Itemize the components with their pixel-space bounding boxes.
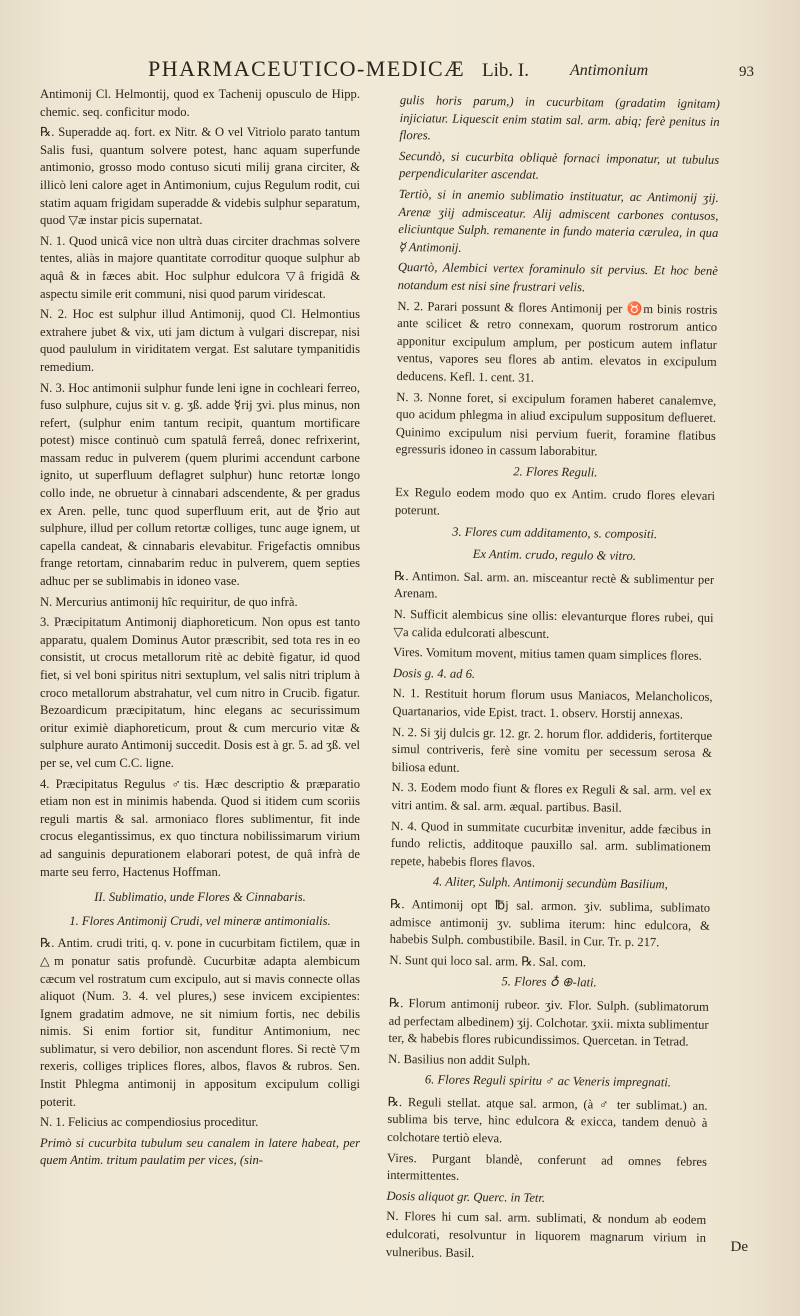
catchword: De [730,1239,748,1255]
paragraph: N. 1. Felicius ac compendiosius proceditur. [40,1115,259,1130]
paragraph: gulis horis parum,) in cucurbitam (gradatim ignitam) injiciatur. Liquescit enim statim sal. arm. abiq; ferè penitus in flores. [399,92,720,143]
paragraph: Primò si cucurbita tubulum seu canalem in latere habeat, per quem Antim. tritum paulatim per vices, (sin- [40,1135,360,1168]
paragraph: N. 2. Hoc est sulphur illud Antimonij, quod Cl. Helmontius extrahere jubet & vix, uti jam dictum à vulgari discrepar, nisi quod paululum in viriditatem vergat. Est salutare tympanitidis remedium. [40,307,360,374]
paragraph: N. Basilius non addit Sulph. [388,1051,531,1068]
paragraph: N. Sufficit alembicus sine ollis: elevanturque flores rubei, qui ▽a calida edulcorati albescunt. [393,606,714,641]
paragraph: ℞. Antimonij opt ℔j sal. armon. ʒiv. sublima, sublimato admisce antimonij ʒv. sublima iterum: hinc edulcora, & habebis Sulph. combustibile. Basil. in Cur. Tr. p. 217. [389,896,711,950]
section-heading: 6. Flores Reguli spiritu ♂ ac Veneris impregnati. [424,1072,672,1090]
running-title: PHARMACEUTICO-MEDICÆ [148,56,466,81]
paragraph: Dosis aliquot gr. Querc. in Tetr. [386,1188,546,1205]
right-column [386,92,720,1268]
paragraph: Ex Regulo eodem modo quo ex Antim. crudo flores elevari poterunt. [394,485,716,518]
section-heading: 4. Aliter, Sulph. Antimonij secundùm Basilium, [432,874,668,892]
paragraph: N. 2. Si ʒij dulcis gr. 12. gr. 2. horum flor. addideris, fortiterque simul contriveris, ferè sine vomitu per secessum serosa & biliosa edunt. [391,724,713,775]
section-heading: 3. Flores cum additamento, s. compositi. [452,524,658,541]
paragraph: N. 4. Quod in summitate cucurbitæ invenitur, adde fæcibus in fundo relictis, additoque pauxillo sal. arm. sublimationem repete, habebis flores flavos. [390,818,712,870]
paragraph: Secundò, si cucurbita obliquè fornaci imponatur, ut tubulus perpendiculariter ascendat. [398,148,720,183]
section-heading: 5. Flores ♁ ⊕-lati. [501,974,597,990]
section-heading: Ex Antim. crudo, regulo & vitro. [472,547,637,564]
section-topic: Antimonium [570,62,649,79]
paragraph: Tertiò, si in anemio sublimatio instituatur, ac Antimonij ʒij. Arenæ ʒiij admisceatur. Alij admiscent carbones contusos, eliciuntque Sulph. remanente in fundo materia cærulea, in qua ☿ Antimonij. [398,186,719,255]
paragraph: N. 2. Parari possunt & flores Antimonij per ♉m binis rostris ante scilicet & retro connexam, quorum rostrorum antico apponitur excipulum amplum, per posticum autem inflatur ventus, vapores seu flores ab antim. elevatos in excipulum deducens. Kefl. 1. cent. 31. [396,298,718,385]
book-number: Lib. I. [482,60,529,81]
paragraph: Antimonij Cl. Helmontij, quod ex Tachenij opusculo de Hipp. chemic. seq. conficitur modo. [40,87,360,119]
page-number: 93 [739,64,754,80]
paragraph: N. Flores hi cum sal. arm. sublimati, & nondum ab eodem edulcorati, resolvuntur in liquorem magnarum virium in vulneribus. Basil. [385,1209,707,1260]
section-heading: II. Sublimatio, unde Flores & Cinnabaris. [94,890,306,905]
paragraph: N. 3. Hoc antimonii sulphur funde leni igne in cochleari ferreo, fuso sulphure, cujus sit v. g. ʒß. adde ☿rij ʒvi. plus minus, non refert, (sulphur enim tantum recipit, quantum mortificare potest) misce continuò cum spatulâ ferreâ, donec refrixerint, massam reduc in pulverem (quem plurimi accendunt carbone ignito, ut superfluum deflagret sulphur) hunc retortæ longo collo inde, ne obruetur à cinnabari adscendente, & per gradus ex Aren. pelle, tunc quod superfluum erit, aut de ☿rio aut sulphure, illud per collum retortæ colliges, tunc auge ignem, ut capella candeat, & cinnabaris elevabitur. Frigefactis omnibus frange retortam, cinnabarim reduc in pulverem, quem septies adhuc per se sublimabis in idoneo vase. [40,380,360,589]
paragraph: 3. Præcipitatum Antimonij diaphoreticum. Non opus est tanto apparatu, qualem Dominus Autor præscribit, sed tota res in eo consistit, ut crocus metallorum ritè ac debitè figatur, id quod fiet, si vel boni spiritus nitri sextuplum, vel salis nitri triplum à croco metallorum abstrahatur, vel cum nitro in Crucib. figatur. Bezoardicum præcipitatum, hinc elegans ac securissimum oritur eximiè diaphoreticum, prout & cum mercurio vitæ & sulphure aurato Antimonij succedit. Dosis est à gr. 5. ad ʒß. vel per se, vel cum C.C. ligne. [40,615,360,770]
paragraph: Vires. Purgant blandè, conferunt ad omnes febres intermittentes. [386,1150,708,1184]
section-heading: 2. Flores Reguli. [513,464,598,480]
running-header [40,56,760,86]
paragraph: ℞. Superadde aq. fort. ex Nitr. & O vel Vitriolo parato tantum Salis fusi, quantum solvere potest, hanc aquam superfunde antimonio, grosso modo contuso sicuti milij grana circiter, & illicò leni calore aget in Antimonium, cujus Regulum rodit, cui statim aquam frigidam superadde & videbis sulphur separatum, quod ▽æ instar picis supernatat. [40,125,360,228]
paragraph: Vires. Vomitum movent, mitius tamen quam simplices flores. [393,645,702,663]
paragraph: ℞. Antim. crudi triti, q. v. pone in cucurbitam fictilem, quæ in △m ponatur satis profundè. Cucurbitæ adapta alembicum cæcum vel rostratum cum excipulo, aut si mavis connecte ollas aliquot (Num. 3. 4. vel plures,) sese invicem excipientes: Ignem gradatim admove, ne sit nimium fortis, nec debilis nimis. Si enim fortior sit, funditur Antimonium, nec sublimatur, si vero debilior, non ascendunt flores. Si rectè ▽m rexeris, colliges triplices flores, albos, flavos & rubros. Sen. Instit Phlegma antimonij in appositum excipulum colligi poterit. [40,936,360,1109]
paragraph: ℞. Reguli stellat. atque sal. armon, (à ♂ ter sublimat.) an. sublima bis terve, hinc edulcora & exicca, tandem denuò à colchotare tertiò eleva. [387,1094,708,1146]
paragraph: N. 1. Restituit horum florum usus Maniacos, Melancholicos, Quartanarios, vide Epist. tract. 1. observ. Horstij annexas. [392,686,713,722]
paragraph: 4. Præcipitatus Regulus ♂tis. Hæc descriptio & præparatio etiam non est in minimis habenda. Quod si itidem cum scoriis reguli martis & sal. armoniaco flores sublimentur, fit inde crocus elegantissimus, ex quo tinctura nobilissimarum virium ad sanguinis depurationem elaborari potest, de quâ infrà de marte seu ferro, Hactenus Hoffman. [40,776,360,879]
paragraph: ℞. Antimon. Sal. arm. an. misceantur rectè & sublimentur per Arenam. [393,568,715,601]
left-column [40,86,360,1173]
paragraph: N. Mercurius antimonij hîc requiritur, de quo infrà. [40,594,298,609]
paragraph: N. Sunt qui loco sal. arm. ℞. Sal. com. [389,952,587,970]
section-heading: 1. Flores Antimonij Crudi, vel mineræ antimonialis. [69,913,331,928]
paragraph: N. 3. Eodem modo fiunt & flores ex Reguli & sal. arm. vel ex vitri antim. & sal. arm. æqual. partibus. Basil. [391,780,712,815]
paragraph: Dosis g. 4. ad 6. [392,665,476,681]
paragraph: N. 3. Nonne foret, si excipulum foramen haberet canalemve, quo acidum phlegma in aliud excipulum suppositum deflueret. Quinimo excipulum nisi pervium fuerit, foramine flatibus egressuris idoneo in cassum laborabitur. [395,389,717,459]
paragraph: N. 1. Quod unicâ vice non ultrà duas circiter drachmas solvere tentes, aliàs in majore quantitate corroditur quoque sulphur ab aquâ & in fæces abit. Hoc sulphur edulcora ▽â frigidâ & aspectu simile erit communi, nisi quod parum viridescat. [40,233,360,301]
paragraph: Quartò, Alembici vertex foraminulo sit pervius. Et hoc benè notandum est nisi sine frustrari velis. [397,260,718,295]
paragraph: ℞. Florum antimonij rubeor. ʒiv. Flor. Sulph. (sublimatorum ad perfectam albedinem) ʒij. Colchotar. ʒxii. mixta sublimentur ter, & habebis flores rubicundissimos. Quercetan. in Tetrad. [388,995,709,1049]
